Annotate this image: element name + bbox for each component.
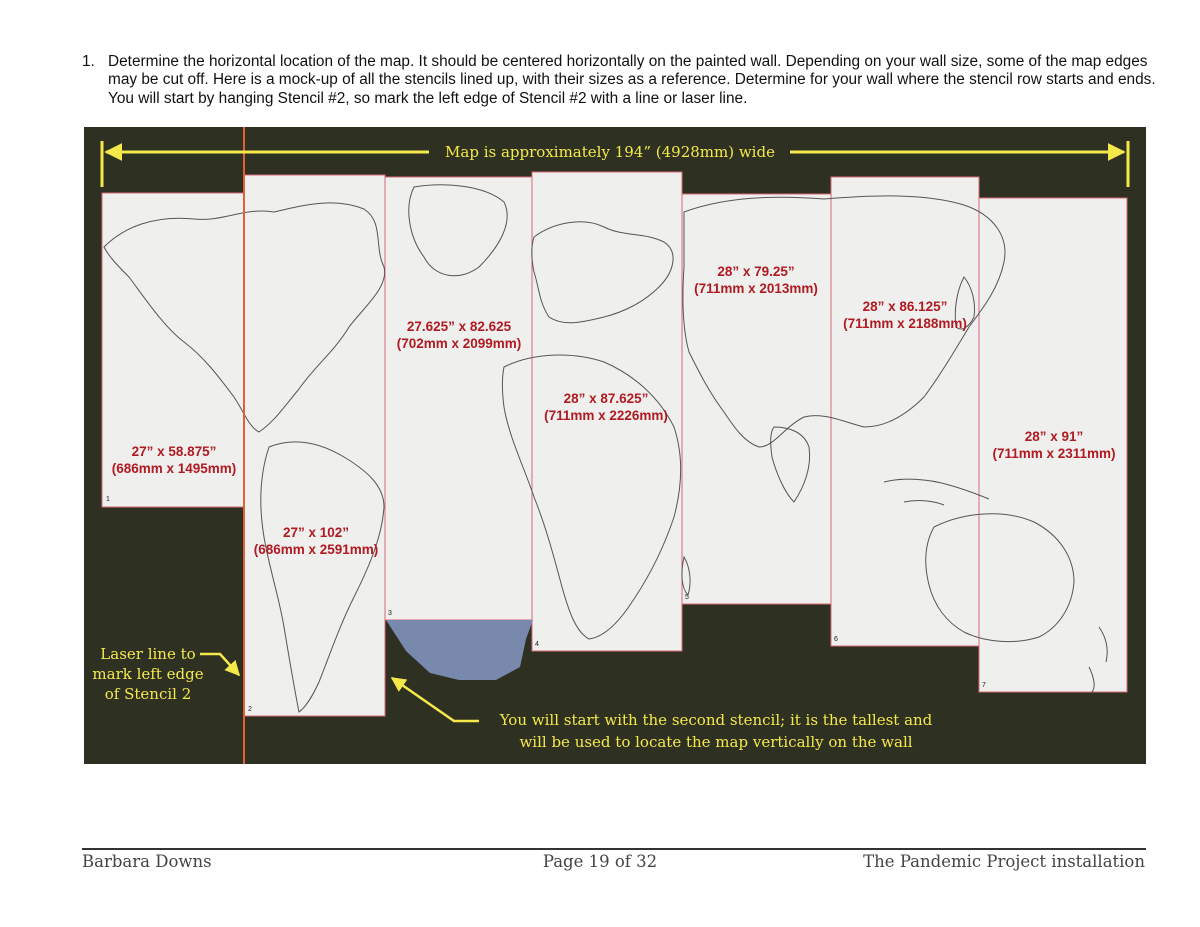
stencil-2-size-mm: (686mm x 2591mm) xyxy=(253,542,379,557)
stencil-layout-figure xyxy=(84,127,1146,764)
stencil-sheet-5 xyxy=(682,194,831,604)
stencil-layout-diagram xyxy=(84,127,1146,764)
stencil-7-size-in: 28” x 91” xyxy=(1024,429,1084,444)
footer-document-title: The Pandemic Project installation xyxy=(863,852,1145,871)
start-note-arrow xyxy=(392,678,479,721)
stencil-number-6: 6 xyxy=(834,636,838,643)
stencil-5-size-in: 28” x 79.25” xyxy=(717,264,795,279)
stencil-3-size-mm: (702mm x 2099mm) xyxy=(396,336,522,351)
footer-page-number: Page 19 of 32 xyxy=(542,852,658,871)
laser-label-line-2: mark left edge xyxy=(92,665,204,683)
stencil-sheet-2 xyxy=(244,175,385,716)
instruction-step xyxy=(82,53,1157,108)
step-text: Determine the horizontal location of the map. It should be centered horizontally on the painted wall. Depending on your wall size, some of the map edges may be cut off. Here is a mock-up of all the stencils lined up, with their sizes as a reference. Determine for your wall where the stencil row starts and ends. You will start by hanging Stencil #2, so mark the left edge of Stencil #2 with a line or laser line. xyxy=(108,53,1156,107)
footer-divider xyxy=(82,848,1146,850)
stencil-sheet-1 xyxy=(102,193,244,507)
stencil-1-size-mm: (686mm x 1495mm) xyxy=(111,461,237,476)
stencil-4-size-in: 28” x 87.625” xyxy=(563,391,649,406)
stencil-number-1: 1 xyxy=(106,496,110,503)
map-width-label: Map is approximately 194” (4928mm) wide xyxy=(445,143,775,161)
stencil-6-size-mm: (711mm x 2188mm) xyxy=(843,316,967,331)
laser-label-line-3: of Stencil 2 xyxy=(104,685,192,703)
stencil-number-5: 5 xyxy=(685,594,689,601)
stencil-sheets xyxy=(102,172,1127,716)
stencil-sheet-3 xyxy=(385,177,532,620)
laser-label-line-1: Laser line to xyxy=(100,645,196,663)
stencil-6-size-in: 28” x 86.125” xyxy=(862,299,948,314)
stencil-number-2: 2 xyxy=(248,706,252,713)
stencil-2-size-in: 27” x 102” xyxy=(282,525,350,540)
start-note-callout xyxy=(392,678,933,751)
start-note-line-1: You will start with the second stencil; it is the tallest and xyxy=(499,711,933,729)
stencil-sheet-6 xyxy=(831,177,979,646)
stencil-1-size-in: 27” x 58.875” xyxy=(131,444,217,459)
stencil-number-4: 4 xyxy=(535,641,539,648)
antarctica-patch xyxy=(386,620,533,680)
stencil-7-size-mm: (711mm x 2311mm) xyxy=(992,446,1116,461)
stencil-number-3: 3 xyxy=(388,610,392,617)
footer-author: Barbara Downs xyxy=(82,852,212,871)
stencil-3-size-in: 27.625” x 82.625 xyxy=(406,319,512,334)
stencil-4-size-mm: (711mm x 2226mm) xyxy=(544,408,668,423)
laser-callout-arrow xyxy=(200,654,239,675)
laser-line-callout xyxy=(92,645,239,703)
step-number: 1. xyxy=(82,53,95,70)
start-note-line-2: will be used to locate the map vertically on the wall xyxy=(519,733,913,751)
stencil-5-size-mm: (711mm x 2013mm) xyxy=(694,281,818,296)
stencil-number-7: 7 xyxy=(982,682,986,689)
